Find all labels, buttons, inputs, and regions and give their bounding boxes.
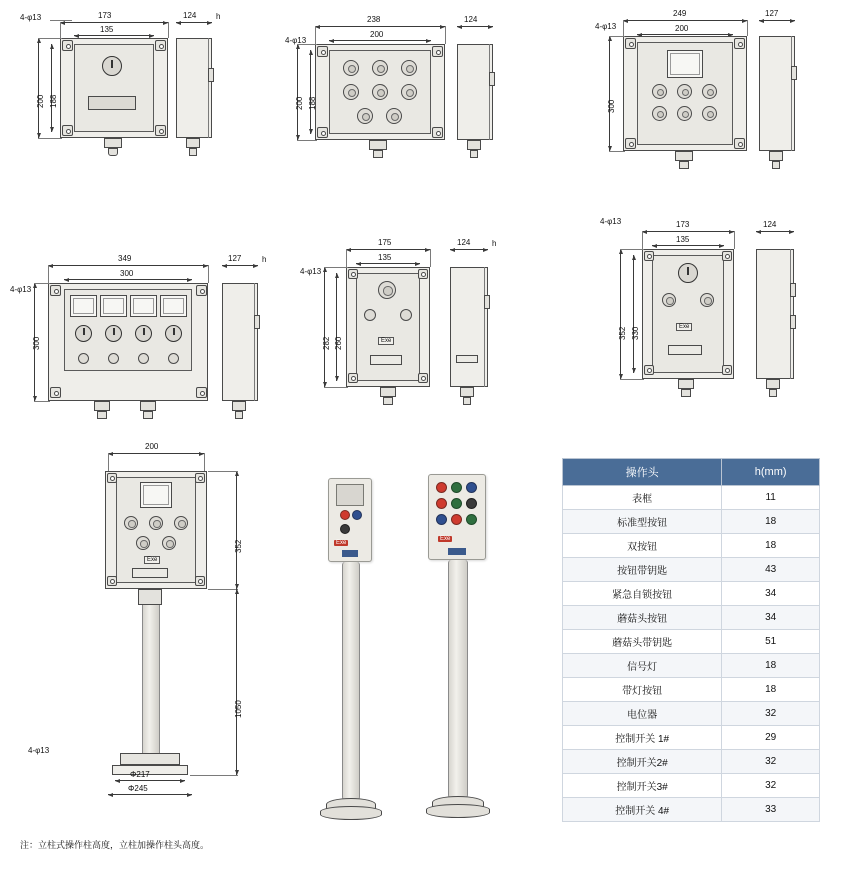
dim-depth-v2: 124 [464,15,478,24]
exe-mark-v7: Exe [144,556,160,564]
dim-h-v5: h [492,239,497,248]
dim-height-outer-v4: 300 [32,336,41,350]
dim-width-outer-v1: 173 [98,11,112,20]
table-row [563,678,820,702]
dim-width-outer-v5: 175 [378,238,392,247]
exe-mark-v6: Exe [676,323,692,331]
hole-label-v2: 4-φ13 [285,36,307,45]
dim-width-inner-v5: 135 [378,253,392,262]
dim-h-v4: h [262,255,267,264]
dim-height-outer-v2: 200 [295,96,304,110]
cell-height: 33 [722,798,820,822]
cell-height: 18 [722,534,820,558]
cell-name: 控制开关3# [563,774,722,798]
table-row [563,486,820,510]
cell-height: 18 [722,678,820,702]
exe-mark-v5: Exe [378,337,394,345]
cell-height: 34 [722,606,820,630]
dim-height-box-v7: 352 [234,539,243,553]
cell-name: 电位器 [563,702,722,726]
cell-name: 信号灯 [563,654,722,678]
cell-name: 紧急自锁按钮 [563,582,722,606]
table-row [563,606,820,630]
table-row [563,750,820,774]
view-single-switch-box [20,8,220,173]
dim-height-inner-v6: 330 [631,326,640,340]
cell-name: 按钮带钥匙 [563,558,722,582]
table-row [563,798,820,822]
cell-height: 32 [722,702,820,726]
dim-width-outer-v2: 238 [367,15,381,24]
cell-name: 带灯按钮 [563,678,722,702]
hole-label-v3: 4-φ13 [595,22,617,31]
table-header-name: 操作头 [563,459,722,486]
hole-label-v6: 4-φ13 [600,217,622,226]
table-row [563,534,820,558]
dim-height-outer-v5: 282 [322,336,331,350]
dim-depth-v6: 124 [763,220,777,229]
view-six-button-box [285,8,505,173]
cell-name: 蘑菇头按钮 [563,606,722,630]
dim-width-outer-v3: 249 [673,9,687,18]
dim-h-v1: h [216,12,221,21]
dim-height-outer-v1: 200 [36,94,45,108]
dim-flange-outer-v7: Φ245 [128,784,148,793]
dim-height-inner-v2: 188 [308,96,317,110]
dim-depth-v4: 127 [228,254,242,263]
dim-width-inner-v7: 200 [145,442,159,451]
dim-width-inner-v3: 200 [675,24,689,33]
table-header-height: h(mm) [722,459,820,486]
table-header-row [563,459,820,486]
dim-width-outer-v4: 349 [118,254,132,263]
exe-mark-v9: Exe [440,536,451,542]
cell-name: 双按钮 [563,534,722,558]
cell-height: 32 [722,774,820,798]
dim-depth-v5: 124 [457,238,471,247]
table-row [563,558,820,582]
table-row [563,654,820,678]
table-row [563,630,820,654]
dim-height-outer-v6: 352 [618,326,627,340]
cell-height: 34 [722,582,820,606]
operating-head-height-table [562,458,820,822]
view-meter-buttons-box [595,8,825,173]
cell-height: 18 [722,510,820,534]
cell-height: 29 [722,726,820,750]
hole-label-v4: 4-φ13 [10,285,32,294]
dim-width-outer-v6: 173 [676,220,690,229]
cell-name: 控制开关 1# [563,726,722,750]
hole-label-v5: 4-φ13 [300,267,322,276]
cell-name: 控制开关2# [563,750,722,774]
dim-height-outer-v3: 300 [607,99,616,113]
figure-note: 注：立柱式操作柱高度，立柱加操作柱头高度。 [20,840,210,850]
hole-label-v7: 4-φ13 [28,746,50,755]
cell-height: 32 [722,750,820,774]
table-row [563,726,820,750]
cell-name: 标准型按钮 [563,510,722,534]
dim-width-inner-v1: 135 [100,25,114,34]
dim-height-column-v7: 1050 [234,700,243,718]
dim-width-inner-v2: 200 [370,30,384,39]
cell-name: 表框 [563,486,722,510]
table-row [563,510,820,534]
dim-depth-v3: 127 [765,9,779,18]
view-column-station-photo-right [420,466,500,842]
view-tall-small-box [300,225,515,400]
dim-height-inner-v5: 260 [334,336,343,350]
cell-name: 蘑菇头带钥匙 [563,630,722,654]
cell-height: 18 [722,654,820,678]
dim-height-inner-v1: 188 [49,94,58,108]
view-four-meter-box [10,225,275,400]
cell-name: 控制开关 4# [563,798,722,822]
exe-mark-v8: Exe [336,540,347,546]
dim-width-inner-v6: 135 [676,235,690,244]
view-switch-buttons-box [600,205,825,395]
dim-depth-v1: 124 [183,11,197,20]
table-row [563,582,820,606]
dim-flange-inner-v7: Φ217 [130,770,150,779]
table-row [563,774,820,798]
view-column-station-drawing [20,428,270,828]
view-column-station-photo-left [318,470,388,840]
dim-width-inner-v4: 300 [120,269,134,278]
cell-height: 51 [722,630,820,654]
hole-label-v1: 4-φ13 [20,13,42,22]
cell-height: 11 [722,486,820,510]
cell-height: 43 [722,558,820,582]
table-row [563,702,820,726]
